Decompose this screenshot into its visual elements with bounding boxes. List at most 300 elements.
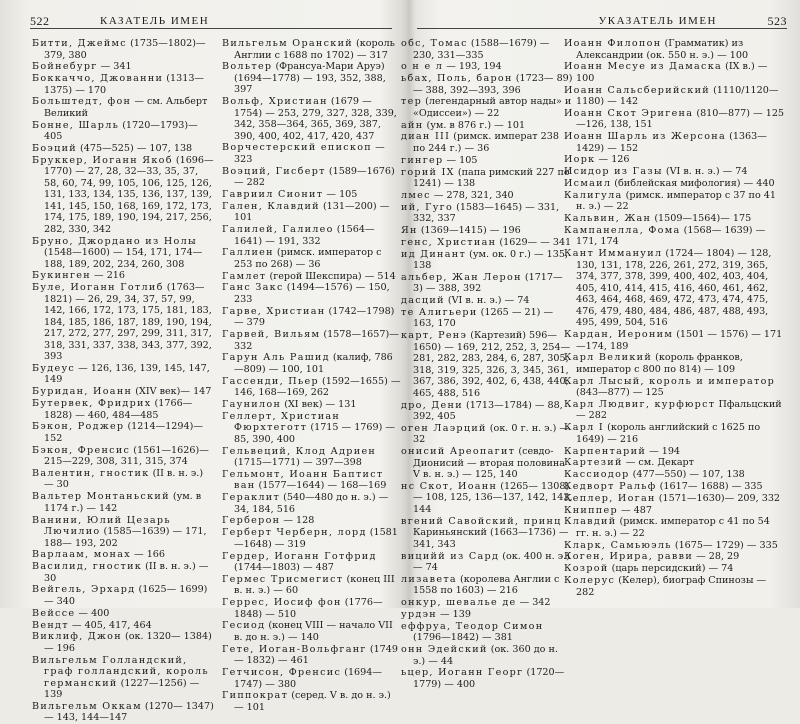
index-entry xyxy=(222,271,402,283)
index-entry xyxy=(32,398,215,421)
index-entry xyxy=(564,131,786,154)
entry-details: (1561—1626)— 215—229, 308, 311, 315, 374 xyxy=(44,444,209,468)
index-entry xyxy=(564,493,786,505)
entry-name: Виклиф, Джон xyxy=(32,631,122,643)
index-entry xyxy=(564,575,786,598)
entry-name: вицийй из Сард xyxy=(401,550,500,562)
entry-name: Гельвеций, Клод Адриен xyxy=(222,445,377,457)
entry-name: обс, Томас xyxy=(401,38,468,49)
entry-details: — 487 xyxy=(620,504,652,516)
entry-name: Книппер xyxy=(564,504,618,516)
entry-name: Кант Иммануил xyxy=(564,248,663,260)
entry-details: (IX в.) — 100 xyxy=(576,61,768,84)
entry-details: (1571—1630)— 209, 332 xyxy=(658,492,781,504)
entry-name: Воэций, Гисберт xyxy=(222,165,326,177)
entry-details: (475—525) — 107, 138 xyxy=(80,142,193,154)
index-entry xyxy=(564,399,786,422)
index-entry xyxy=(222,620,402,643)
index-entry xyxy=(401,667,573,690)
index-entry xyxy=(401,61,573,73)
index-entry xyxy=(401,120,573,132)
entry-name: Вильгельм Голландский, граф голландский, король германский xyxy=(32,654,209,689)
entry-details: (1214—1294)— 152 xyxy=(44,421,203,444)
entry-name: Ванини, Юлий Цезарь Лючилио xyxy=(32,514,171,538)
entry-name: лизавета xyxy=(401,573,457,585)
entry-details: (конец III в. н. э.) — 60 xyxy=(234,573,395,597)
entry-details: — 193, 194 xyxy=(446,61,502,73)
entry-details: — см. Альберт Великий xyxy=(44,96,208,119)
entry-name: Иоанн Месуе из Дамаска xyxy=(564,61,723,73)
entry-name: Боэций xyxy=(32,142,77,154)
entry-name: Буле, Иоганн Готлиб xyxy=(32,282,164,294)
entry-name: Коген, Ирира, равви xyxy=(564,551,694,563)
entry-name: гингер xyxy=(401,154,444,166)
entry-name: тер xyxy=(401,96,423,108)
entry-name: Гавриил Сионит xyxy=(222,188,324,200)
index-entry xyxy=(32,270,215,282)
entry-name: Варлаам, монах xyxy=(32,549,131,561)
entry-details: — 405, 417, 464 xyxy=(71,619,152,631)
index-entry xyxy=(564,61,786,84)
index-entry xyxy=(401,481,573,516)
entry-details: (1715 — 1769) — 85, 390, 400 xyxy=(234,422,395,445)
entry-name: Кардан, Иероним xyxy=(564,329,674,341)
index-entry xyxy=(32,38,215,61)
entry-name: Гарвей, Вильям xyxy=(222,329,321,341)
index-entry xyxy=(401,73,573,96)
entry-name: Гермес Трисмегист xyxy=(222,573,344,585)
entry-details: (1548—1600) — 154, 171, 174— 188, 189, 202, 234, 260, 308 xyxy=(44,247,203,270)
index-entry xyxy=(222,446,402,469)
entry-name: еффруа, Теодор Симон xyxy=(401,620,544,632)
entry-name: Гамлет xyxy=(222,270,267,282)
index-entry xyxy=(564,505,786,517)
entry-name: Гесиод xyxy=(222,620,266,632)
index-entry xyxy=(222,142,402,165)
entry-name: Гален, Клавдий xyxy=(222,200,320,212)
index-entry xyxy=(401,295,573,307)
index-entry xyxy=(401,38,573,61)
index-entry xyxy=(564,178,786,190)
entry-details: — 216 xyxy=(94,270,126,282)
entry-name: айн xyxy=(401,119,424,131)
entry-details: (серед. V в. до н. э.) — 101 xyxy=(234,690,391,713)
entry-name: Бруккер, Иоганн Якоб xyxy=(32,154,173,166)
entry-name: Гарве, Христиан xyxy=(222,305,326,317)
index-entry xyxy=(222,189,402,201)
index-entry xyxy=(564,551,786,563)
entry-name: Кальвин, Жан xyxy=(564,213,652,225)
index-entry xyxy=(564,329,786,352)
entry-details: (1742—1798)— 379 xyxy=(234,305,395,329)
entry-details: — 278, 321, 340 xyxy=(433,189,514,201)
entry-name: Вольтер xyxy=(222,61,273,73)
entry-name: Карл Лысый, король и император xyxy=(564,375,776,387)
index-entry xyxy=(222,411,402,446)
page-number: 523 xyxy=(767,14,787,28)
index-entry xyxy=(32,491,215,514)
page-header xyxy=(30,14,392,29)
entry-name: Вильгельм Оранский xyxy=(222,38,353,49)
index-entry xyxy=(222,247,402,270)
index-entry xyxy=(32,515,215,550)
entry-name: Ганс Закс xyxy=(222,282,284,294)
entry-name: Бэкон, Роджер xyxy=(32,421,125,433)
entry-details: (1589—1676)— 282 xyxy=(234,165,395,189)
index-entry xyxy=(401,307,573,330)
entry-name: нс Скот, Иоанн xyxy=(401,480,498,492)
entry-details: (1744—1803) — 487 xyxy=(234,562,334,574)
entry-details: (1713—1784) — 88, 392, 405 xyxy=(413,399,563,423)
entry-details: (1629— — 341 xyxy=(499,236,572,248)
entry-details: — 400 xyxy=(78,607,110,619)
index-entry xyxy=(222,469,402,492)
entry-name: Картезий xyxy=(564,457,623,469)
entry-details: (король английский с 1625 по 1649) — 216 xyxy=(576,422,761,445)
entry-name: Кассиодор xyxy=(564,469,630,481)
index-entry xyxy=(401,621,573,644)
entry-details: (1763— 1821) — 26, 29, 34, 37, 57, 99, 142, 166, 172, 173, 175, 181, 183, 184, 185, 186, 187, 189, 190, 194, 217, 272, 277, 297, 299, 311, 317, 318, 331, 337, 338, 343, 377, 392, 393 xyxy=(44,282,212,363)
entry-details: (1568— 1639) — 171, 174 xyxy=(576,224,766,248)
entry-name: дро, Дени xyxy=(401,399,463,411)
entry-name: Вендт xyxy=(32,619,69,631)
entry-details: (1270— 1347) — 143, 144—147 xyxy=(44,700,214,724)
entry-details: (1724— 1804) — 128, 130, 131, 178, 226, 261, 272, 319, 365, 374, 377, 378, 399, 400, 402, 403, 404, 405, 410, 414, 415, 416, 460, 461, 462, 463, 464, 468, 469, 472, 473, 474, 475, 476, 479, 480, 484, 486, 487, 488, 493, 495, 499, 504, 516 xyxy=(576,248,772,329)
entry-name: лмес xyxy=(401,189,431,201)
entry-details: (римск. император с 253 по 268) — 36 xyxy=(234,247,382,270)
entry-name: Больштедт, фон xyxy=(32,96,132,108)
entry-details: (Картезий) 596—1650) — 169, 212, 252, 3, 254—281, 282, 283, 284, 6, 287, 305, 318, 319, 325, 326, 3, 345, 361, 367, 386, 392, 402, 6, 438, 440, 465, 488, 516 xyxy=(413,330,571,399)
entry-details: (1265 — 21) — 163, 170 xyxy=(413,306,554,330)
index-entry xyxy=(564,352,786,375)
entry-name: Иоанн Шарль из Жерсона xyxy=(564,131,727,143)
entry-name: Калигула xyxy=(564,189,623,201)
entry-details: (XI век) — 131 xyxy=(284,398,357,410)
entry-details: (1581—1648) — 319 xyxy=(234,527,398,550)
entry-details: (ок. 400 н. э.) — 74 xyxy=(413,550,570,574)
entry-name: Иоанн Сальсберийский xyxy=(564,84,710,96)
entry-details: (1717— 3) — 388, 392 xyxy=(413,271,563,295)
entry-details: (1583—1645) — 331, 332, 337 xyxy=(413,201,560,225)
running-title: КАЗАТЕЛЬ ИМЕН xyxy=(100,15,210,27)
entry-details: (1735—1802)— 379, 380 xyxy=(44,38,206,61)
index-entry xyxy=(401,516,573,551)
entry-name: Битти, Джеймс xyxy=(32,38,127,49)
entry-name: Букинген xyxy=(32,270,91,282)
entry-name: Галлиен xyxy=(222,247,274,259)
index-entry xyxy=(401,574,573,597)
index-entry xyxy=(401,551,573,574)
entry-name: Карл Великий xyxy=(564,352,653,364)
entry-details: (1494—1576) — 150, 233 xyxy=(234,282,390,305)
index-entry xyxy=(32,236,215,271)
entry-details: (VI в. н. э.) — 74 xyxy=(447,295,530,307)
index-column xyxy=(32,38,215,724)
entry-details: (1509—1564)— 175 xyxy=(654,213,752,225)
index-entry xyxy=(564,166,786,178)
index-entry xyxy=(222,597,402,620)
entry-name: Гете, Иоган-Вольфганг xyxy=(222,643,367,655)
entry-details: (Келер), биограф Спинозы — 282 xyxy=(576,575,767,598)
entry-details: (1625— 1699) — 340 xyxy=(44,584,208,607)
entry-details: — 139 xyxy=(440,608,471,620)
entry-details: — 323 xyxy=(234,142,385,165)
index-entry xyxy=(32,386,215,398)
entry-details: (1796—1842) — 381 xyxy=(413,632,513,644)
entry-name: Гарун Аль Рашид xyxy=(222,352,330,364)
entry-name: генс, Христиан xyxy=(401,236,497,248)
index-entry xyxy=(564,154,786,166)
entry-name: альбер, Жан Лерон xyxy=(401,271,522,283)
entry-name: Бонне, Шарль xyxy=(32,119,120,131)
entry-name: Иорк xyxy=(564,154,596,166)
entry-name: Гетчисон, Френсис xyxy=(222,667,342,679)
entry-details: (1696— 1770) — 27, 28, 32—33, 35, 37, 58, 60, 74, 99, 105, 106, 125, 126, 131, 133, 134, 135, 136, 137, 139, 141, 145, 150, 168, 169, 172, 173, 174, 175, 189, 190, 194, 217, 256, 282, 330, 342 xyxy=(44,154,214,235)
entry-details: (римск. император с 37 по 41 н. э.) — 22 xyxy=(576,189,776,213)
index-entry xyxy=(401,131,573,154)
entry-details: (1720— 1779) — 400 xyxy=(413,667,565,690)
entry-details: (1694— 1747) — 380 xyxy=(234,667,382,690)
index-entry xyxy=(32,421,215,444)
entry-name: диан III xyxy=(401,131,451,143)
index-entry xyxy=(222,492,402,515)
entry-details: (ок. 360 до н. э.) — 44 xyxy=(413,644,558,667)
entry-details: (1501 — 1576) — 171—174, 189 xyxy=(576,329,783,352)
entry-name: Вейссе xyxy=(32,607,76,619)
entry-details: — 128 xyxy=(283,515,315,527)
entry-name: Бойнебург xyxy=(32,61,98,73)
entry-details: — 126, 136, 139, 145, 147, 149 xyxy=(44,362,210,386)
entry-name: Исидор из Газы xyxy=(564,166,663,178)
entry-name: Иоанн Скот Эригена xyxy=(564,107,694,119)
entry-details: (царь персидский) — 74 xyxy=(611,563,734,575)
index-entry xyxy=(564,516,786,539)
index-entry xyxy=(222,644,402,667)
entry-details: (1313— 1375) — 170 xyxy=(44,73,205,96)
entry-details: (королева Англии с 1558 по 1603) — 216 xyxy=(413,573,560,597)
index-entry xyxy=(564,481,786,493)
entry-details: (1766— 1828) — 460, 484—485 xyxy=(44,398,193,421)
entry-name: Гераклит xyxy=(222,492,281,504)
entry-details: (конец VIII — начало VII в. до н. э.) — 140 xyxy=(234,620,393,643)
entry-name: Гердер, Иоганн Готфрид xyxy=(222,550,377,562)
entry-details: (римск. императ 238 по 244 г.) — 36 xyxy=(413,131,559,154)
index-entry xyxy=(32,620,215,632)
entry-details: (1749— 1832) — 461 xyxy=(234,643,398,667)
index-entry xyxy=(222,376,402,399)
index-entry xyxy=(564,248,786,329)
entry-name: Иоанн Филопон xyxy=(564,38,662,49)
entry-details: — 105 xyxy=(326,188,358,200)
entry-details: (легендарный автор нады» и «Одиссеи») — 22 xyxy=(413,96,572,119)
entry-name: урдэн xyxy=(401,608,437,620)
entry-name: Валентин, гностик xyxy=(32,467,150,479)
index-entry xyxy=(401,237,573,249)
entry-name: онн Эдейский xyxy=(401,644,488,656)
index-entry xyxy=(32,549,215,561)
entry-details: (севдо-Дионисий — вторая половина V в. н. э.) — 125, 140 xyxy=(413,446,566,481)
index-entry xyxy=(564,376,786,399)
index-entry xyxy=(32,468,215,491)
entry-details: (король франков, император с 800 по 814) — 109 xyxy=(576,352,743,375)
entry-name: Бруно, Джордано из Нолы xyxy=(32,235,197,247)
index-entry xyxy=(222,352,402,375)
index-entry xyxy=(222,224,402,247)
entry-name: карт, Ренэ xyxy=(401,330,468,342)
entry-details: — 342 xyxy=(519,597,551,609)
index-entry xyxy=(222,690,402,713)
index-entry xyxy=(564,563,786,575)
entry-details: Кариньянский (1663—1736) — 341, 343 xyxy=(413,527,569,550)
entry-name: Будеус xyxy=(32,362,76,374)
entry-name: Герберт Черберн, лорд xyxy=(222,527,367,539)
index-entry xyxy=(32,631,215,654)
entry-name: Гаунилон xyxy=(222,398,282,410)
entry-details: (1369—1415) — 196 xyxy=(420,224,521,236)
entry-name: Кларк, Самьюэль xyxy=(564,539,672,551)
entry-details: (библейская мифология) — 440 xyxy=(614,178,775,190)
index-entry xyxy=(401,609,573,621)
index-entry xyxy=(222,515,402,527)
index-entry xyxy=(222,306,402,329)
entry-name: Кампанелла, Фома xyxy=(564,224,681,236)
entry-details: (XIV век)— 147 xyxy=(135,386,212,398)
index-entry xyxy=(32,561,215,584)
index-entry xyxy=(222,61,402,96)
index-entry xyxy=(222,201,402,224)
entry-name: онисий Ареопагит xyxy=(401,446,516,458)
index-entry xyxy=(32,73,215,96)
index-entry xyxy=(564,446,786,458)
index-entry xyxy=(32,363,215,386)
index-entry xyxy=(32,608,215,620)
index-entry xyxy=(564,85,786,108)
entry-name: ий, Гуго xyxy=(401,201,454,213)
entry-details: (540—480 до н. э.) — 34, 184, 516 xyxy=(234,492,389,515)
entry-name: Гассенди, Пьер xyxy=(222,375,319,387)
index-entry xyxy=(401,202,573,225)
index-entry xyxy=(222,38,402,61)
entry-details: (ок. 1320— 1384) — 196 xyxy=(44,631,212,654)
index-entry xyxy=(222,399,402,411)
entry-details: (II в. н. э.) — 30 xyxy=(44,467,204,491)
page-number: 522 xyxy=(30,14,50,28)
entry-details: (1564— 1641) — 191, 332 xyxy=(234,224,375,247)
index-entry xyxy=(222,282,402,305)
entry-name: онкур, шевалье де xyxy=(401,597,517,609)
entry-name: те Алигьери xyxy=(401,306,478,318)
index-entry xyxy=(222,667,402,690)
entry-name: Гиппократ xyxy=(222,690,289,702)
entry-details: (римск. император с 41 по 54 гг. н. э.) — 22 xyxy=(576,516,770,539)
entry-details: (1578—1657)— 332 xyxy=(234,329,399,352)
entry-name: Ян xyxy=(401,224,418,236)
entry-details: (ум. в 876 г.) — 101 xyxy=(426,119,526,131)
entry-details: (1715—1771) — 397—398 xyxy=(234,457,362,469)
index-entry xyxy=(32,155,215,236)
index-entry xyxy=(564,190,786,213)
entry-details: (II в. н. э.) — 30 xyxy=(44,561,209,584)
entry-name: оген Лаэрций xyxy=(401,422,487,434)
index-entry xyxy=(32,445,215,468)
entry-name: Геррес, Иосиф фон xyxy=(222,597,342,609)
index-entry xyxy=(401,644,573,667)
index-entry xyxy=(222,166,402,189)
index-entry xyxy=(32,96,215,119)
entry-details: (калиф, 786—809) — 100, 101 xyxy=(234,352,393,375)
entry-details: (папа римский 227 по 1241) — 138 xyxy=(413,166,570,190)
entry-details: (1110/1120—1180) — 142 xyxy=(576,84,779,108)
entry-details: (1720—1793)— 405 xyxy=(44,119,198,143)
entry-name: Клавдий xyxy=(564,516,617,528)
entry-details: (477—550) — 107, 138 xyxy=(632,469,745,481)
entry-details: (1675— 1729) — 335 xyxy=(674,539,778,551)
entry-name: Вейгель, Эрхард xyxy=(32,584,136,596)
entry-name: о н е л xyxy=(401,61,444,73)
entry-name: Гельмонт, Иоанн Баптист ван xyxy=(222,468,384,492)
index-entry xyxy=(222,574,402,597)
entry-details: — 28, 29 xyxy=(696,551,740,563)
index-entry xyxy=(222,527,402,550)
entry-details: (1776— 1848) — 510 xyxy=(234,597,383,620)
index-entry xyxy=(401,272,573,295)
entry-details: (Грамматик) из Александрии (ок. 550 н. э.) — 100 xyxy=(576,38,749,61)
entry-name: Бэкон, Френсис xyxy=(32,444,131,456)
entry-name: Колерус xyxy=(564,575,616,587)
index-entry xyxy=(564,457,786,469)
entry-details: (1363—1429) — 152 xyxy=(576,131,767,154)
entry-name: Герберон xyxy=(222,515,281,527)
index-entry xyxy=(222,329,402,352)
right-page xyxy=(401,0,800,690)
index-entry xyxy=(222,96,402,142)
entry-name: ьцер, Иоганн Георг xyxy=(401,667,524,679)
index-entry xyxy=(401,249,573,272)
entry-details: (1617— 1688) — 335 xyxy=(659,480,763,492)
entry-name: ид Динант xyxy=(401,248,467,260)
entry-name: Бутервек, Фридрих xyxy=(32,398,152,410)
index-entry xyxy=(401,330,573,399)
entry-details: (1588—1679) — 230, 331—335 xyxy=(413,38,550,61)
index-column xyxy=(401,38,573,690)
index-entry xyxy=(32,282,215,363)
entry-details: — 166 xyxy=(134,549,166,561)
index-entry xyxy=(564,38,786,61)
index-entry xyxy=(32,61,215,73)
entry-details: (ум. ок. 0 г.) — 135, 138 xyxy=(413,248,568,272)
entry-details: (1577—1644) — 168—169 xyxy=(258,480,387,492)
entry-name: Вильгельм Оккам xyxy=(32,700,142,712)
index-entry xyxy=(401,155,573,167)
entry-name: Карпентарий xyxy=(564,445,647,457)
entry-details: (810—877) — 125—126, 138, 151 xyxy=(576,107,785,131)
index-entry xyxy=(401,423,573,446)
index-entry xyxy=(401,167,573,190)
entry-details: (1265— 1308) — 108, 125, 136—137, 142, 143, 144 xyxy=(413,480,573,515)
index-column xyxy=(222,38,402,713)
entry-details: (VI в. н. э.) — 74 xyxy=(665,166,748,178)
index-entry xyxy=(401,400,573,423)
entry-name: Карл I xyxy=(564,422,605,434)
entry-details: (1592—1655) — 146, 168—169, 262 xyxy=(234,375,401,399)
entry-details: (843—877) — 125 xyxy=(576,387,664,399)
entry-details: (ок. 0 г. н. э.) — 32 xyxy=(413,422,569,446)
index-entry xyxy=(564,540,786,552)
entry-name: Кедворт Ральф xyxy=(564,480,657,492)
entry-details: (ум. в 1174 г.) — 142 xyxy=(44,491,202,514)
index-entry xyxy=(564,108,786,131)
index-entry xyxy=(32,120,215,143)
